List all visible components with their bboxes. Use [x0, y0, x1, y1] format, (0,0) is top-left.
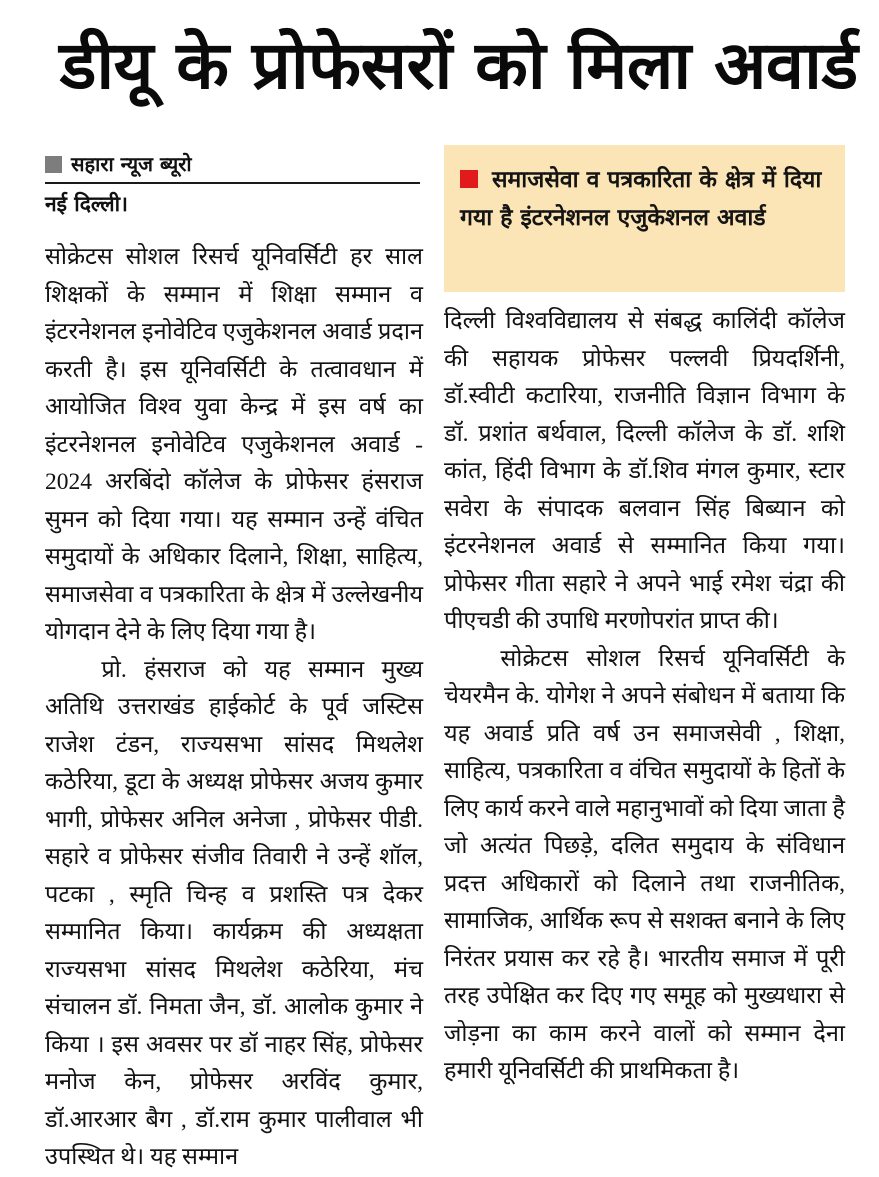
byline-source: सहारा न्यूज ब्यूरो: [71, 152, 192, 176]
dateline: नई दिल्ली।: [45, 192, 128, 216]
paragraph: सोक्रेटस सोशल रिसर्च यूनिवर्सिटी हर साल शिक्षकों के सम्मान में शिक्षा सम्मान व इंटरनेशनल इनोवेटिव एजुकेशनल अवार्ड प्रदान करती है। इस यूनिवर्सिटी के तत्वावधान में आयोजित विश्व युवा केन्द्र में इस वर्ष का इंटरनेशनल इनोवेटिव एजुकेशनल अवार्ड - 2024 अरबिंदो कॉलेज के प्रोफेसर हंसराज सुमन को दिया गया। यह सम्मान उन्हें वंचित समुदायों के अधिकार दिलाने, शिक्षा, साहित्य, समाजसेवा व पत्रकारिता के क्षेत्र में उल्लेखनीय योगदान देने के लिए दिया गया है।: [45, 244, 423, 645]
paragraph: सोक्रेटस सोशल रिसर्च यूनिवर्सिटी के चेयरमैन के. योगेश ने अपने संबोधन में बताया कि यह अवार्ड प्रति वर्ष उन समाजसेवी , शिक्षा, साहित्य, पत्रकारिता व वंचित समुदायों के हितों के लिए कार्य करने वाले महानुभावों को दिया जाता है जो अत्यंत पिछड़े, दलित समुदाय के संविधान प्रदत्त अधिकारों को दिलाने तथा राजनीतिक, सामाजिक, आर्थिक रूप से सशक्त बनाने के लिए निरंतर प्रयास कर रहे है। भारतीय समाज में पूरी तरह उपेक्षित कर दिए गए समूह को मुख्यधारा से जोड़ना का काम करने वालों को सम्मान देना हमारी यूनिवर्सिटी की प्राथमिकता है।: [444, 645, 845, 1084]
article-column-left: [45, 239, 423, 1170]
page-title: डीयू के प्रोफेसरों को मिला अवार्ड: [59, 27, 858, 104]
byline: [45, 150, 420, 218]
paragraph: प्रो. हंसराज को यह सम्मान मुख्य अतिथि उत्तराखंड हाईकोर्ट के पूर्व जस्टिस राजेश टंडन, राज्यसभा सांसद मिथलेश कठेरिया, डूटा के अध्यक्ष प्रोफेसर अजय कुमार भागी, प्रोफेसर अनिल अनेजा , प्रोफेसर पीडी. सहारे व प्रोफेसर संजीव तिवारी ने उन्हें शॉल, पटका , स्मृति चिन्ह व प्रशस्ति पत्र देकर सम्मानित किया। कार्यक्रम की अध्यक्षता राज्यसभा सांसद मिथलेश कठेरिया, मंच संचालन डॉ. निमता जैन, डॉ. आलोक कुमार ने किया । इस अवसर पर डॉ नाहर सिंह, प्रोफेसर मनोज केन, प्रोफेसर अरविंद कुमार, डॉ.आरआर बैग , डॉ.राम कुमार पालीवाल भी उपस्थित थे। यह सम्मान: [45, 656, 423, 1170]
paragraph: दिल्ली विश्वविद्यालय से संबद्ध कालिंदी कॉलेज की सहायक प्रोफेसर पल्लवी प्रियदर्शिनी, डॉ.स्वीटी कटारिया, राजनीति विज्ञान विभाग के डॉ. प्रशांत बर्थवाल, दिल्ली कॉलेज के डॉ. शशि कांत, हिंदी विभाग के डॉ.शिव मंगल कुमार, स्टार सवेरा के संपादक बलवान सिंह बिब्यान को इंटरनेशनल अवार्ड से सम्मानित किया गया। प्रोफेसर गीता सहारे ने अपने भाई रमेश चंद्रा की पीएचडी की उपाधि मरणोपरांत प्राप्त की।: [444, 308, 845, 634]
highlight-box: [444, 145, 845, 292]
red-square-bullet-icon: [460, 170, 478, 188]
article-column-right: [444, 303, 845, 1163]
square-bullet-icon: [45, 156, 62, 173]
byline-divider: [45, 182, 420, 184]
byline-row: [45, 150, 420, 178]
highlight-box-text: समाजसेवा व पत्रकारिता के क्षेत्र में दिया गया है इंटरनेशनल एजुकेशनल अवार्ड: [460, 167, 822, 231]
